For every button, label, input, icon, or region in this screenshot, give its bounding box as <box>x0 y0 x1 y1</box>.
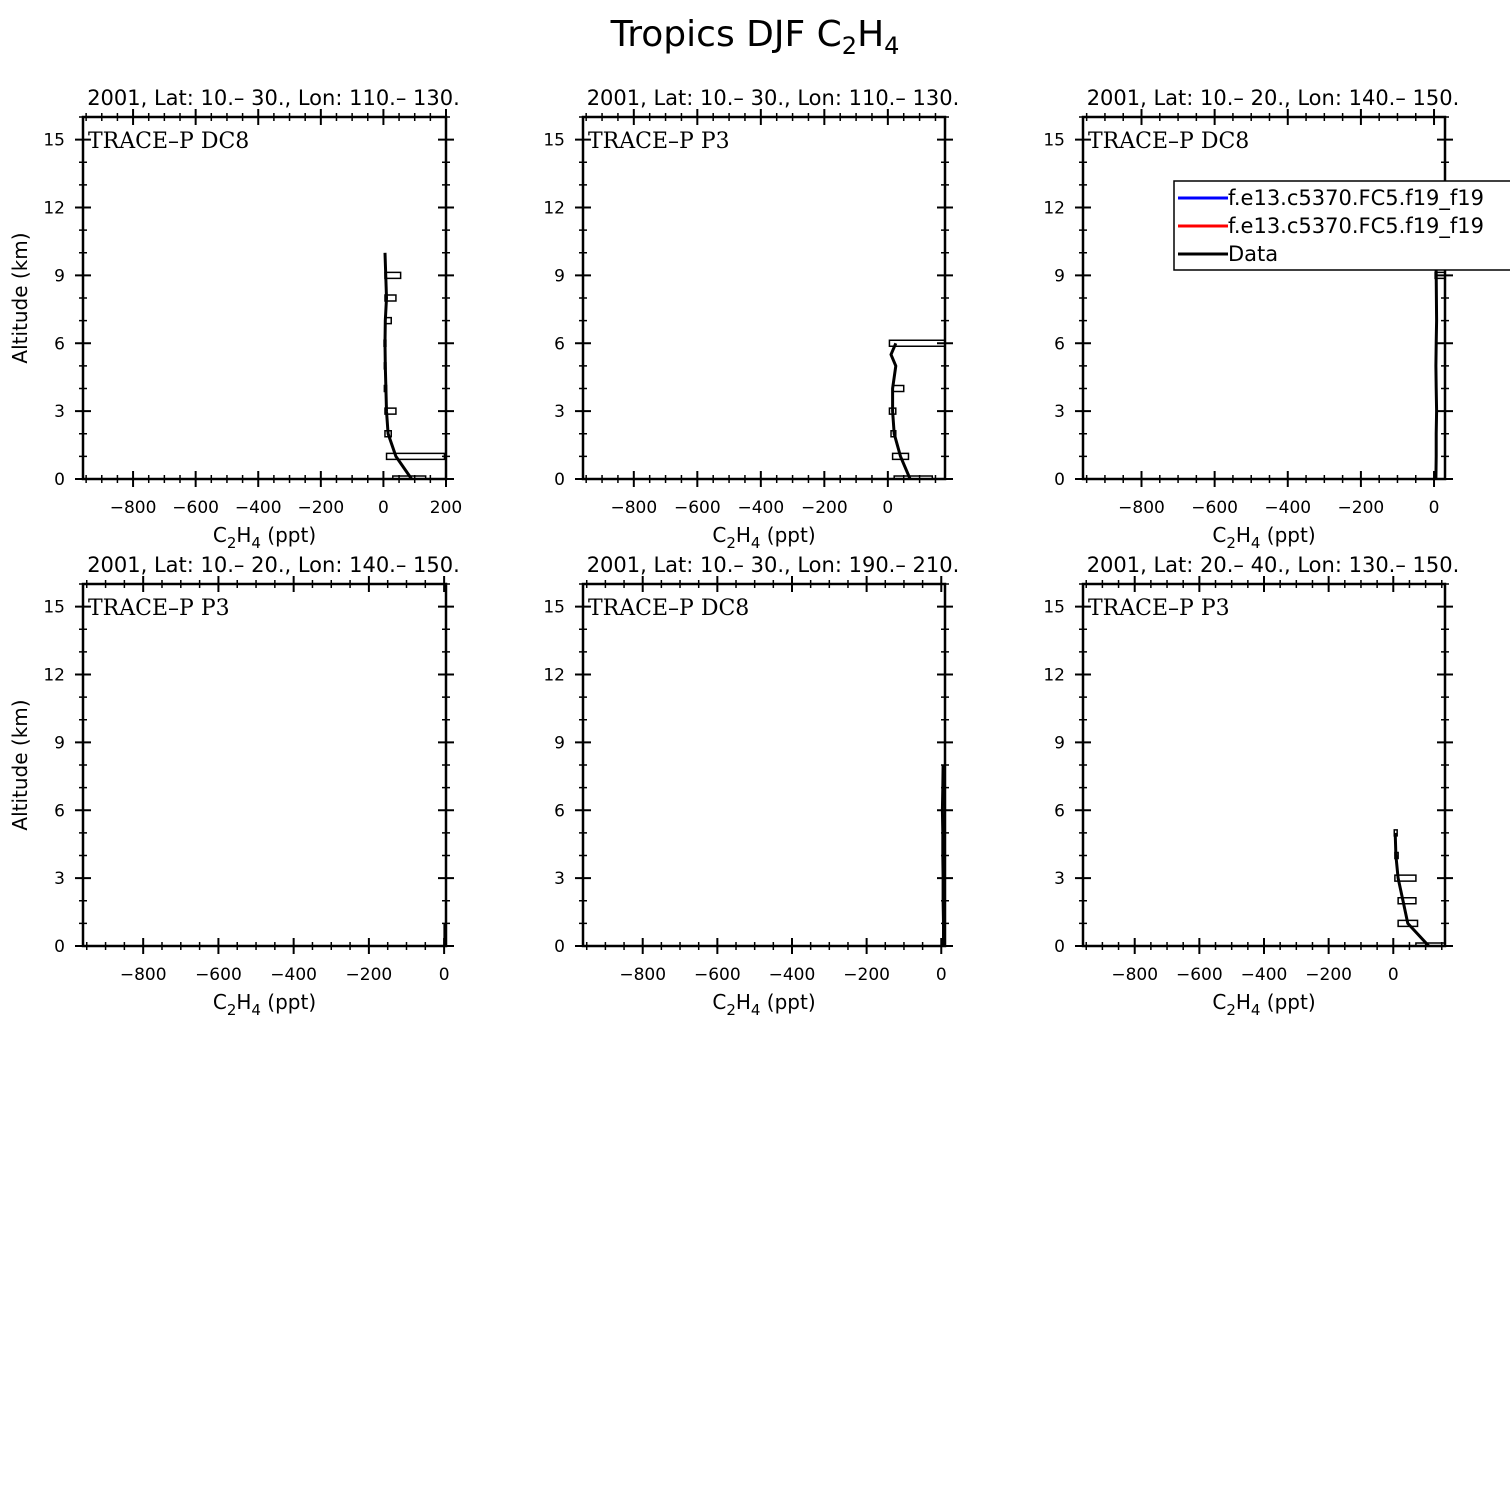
panel-2 <box>543 86 959 552</box>
panel-6 <box>1043 553 1459 1019</box>
y-tick-label: 12 <box>543 198 565 219</box>
x-tick-label: −800 <box>1118 498 1165 518</box>
x-axis-label <box>1212 990 1315 1019</box>
plot-frame <box>1083 117 1445 479</box>
y-tick-label: 3 <box>554 869 565 890</box>
x-tick-label: −200 <box>345 965 393 985</box>
errorbar-box <box>889 340 945 346</box>
y-axis-label: Altitude (km) <box>8 699 32 831</box>
x-tick-label: −400 <box>737 498 785 518</box>
data-series-line <box>385 253 412 479</box>
x-tick-label: −400 <box>270 965 318 985</box>
x-axis-label <box>712 523 815 552</box>
legend <box>1174 181 1510 270</box>
label-text: H <box>735 990 751 1014</box>
panel-title: 2001, Lat: 10.– 30., Lon: 110.– 130. <box>87 86 460 110</box>
x-tick-label: −600 <box>693 965 741 985</box>
plot-frame <box>1083 584 1445 946</box>
x-tick-label: −600 <box>1176 965 1223 985</box>
x-tick-label: −800 <box>610 498 658 518</box>
x-tick-label: −800 <box>619 965 667 985</box>
y-tick-label: 3 <box>554 402 565 423</box>
figure-title <box>610 14 900 60</box>
y-tick-label: 6 <box>1054 801 1065 822</box>
y-tick-label: 9 <box>54 733 65 754</box>
campaign-label: TRACE–P P3 <box>88 596 230 621</box>
label-text: (ppt) <box>260 523 317 547</box>
data-series-line <box>1436 253 1437 479</box>
y-tick-label: 9 <box>1054 733 1065 754</box>
label-subscript: 2 <box>226 1001 237 1019</box>
label-subscript: 2 <box>726 534 736 552</box>
x-tick-label: −200 <box>297 498 345 518</box>
label-subscript: 4 <box>750 1001 761 1019</box>
plot-frame <box>583 584 945 946</box>
panel-title: 2001, Lat: 10.– 20., Lon: 140.– 150. <box>87 553 460 577</box>
x-tick-label: −600 <box>195 965 242 985</box>
y-tick-label: 0 <box>54 937 65 957</box>
label-text: (ppt) <box>760 990 816 1014</box>
campaign-label: TRACE–P DC8 <box>88 129 250 154</box>
label-subscript: 4 <box>251 534 261 552</box>
x-tick-label: −400 <box>1264 498 1312 518</box>
y-tick-label: 6 <box>554 334 565 355</box>
panel-1 <box>8 86 462 552</box>
y-tick-label: 9 <box>1054 266 1065 287</box>
label-text: H <box>735 523 751 547</box>
data-series-line <box>942 765 943 946</box>
errorbar-group <box>889 340 945 482</box>
x-tick-label: −800 <box>1111 965 1159 985</box>
y-tick-label: 15 <box>543 130 565 151</box>
y-tick-label: 12 <box>543 665 565 686</box>
label-text: (ppt) <box>260 990 317 1014</box>
y-tick-label: 15 <box>43 597 65 618</box>
x-tick-label: −400 <box>1240 965 1288 985</box>
x-tick-label: −600 <box>1191 498 1238 518</box>
panel-4 <box>8 553 460 1019</box>
x-tick-label: −600 <box>673 498 721 518</box>
plot-frame <box>583 117 945 479</box>
label-text: (ppt) <box>760 523 816 547</box>
x-axis-label <box>213 990 316 1019</box>
x-tick-label: 200 <box>429 498 463 518</box>
label-text: H <box>236 990 252 1014</box>
label-text: C <box>212 990 227 1014</box>
y-tick-label: 12 <box>1043 198 1065 219</box>
panel-title: 2001, Lat: 10.– 30., Lon: 110.– 130. <box>586 86 960 110</box>
x-tick-label: −800 <box>119 965 167 985</box>
y-tick-label: 9 <box>54 266 65 287</box>
x-axis-label <box>1212 523 1315 552</box>
label-text: H <box>236 523 252 547</box>
label-text: C <box>212 523 227 547</box>
y-tick-label: 6 <box>54 801 65 822</box>
x-tick-label: −200 <box>843 965 890 985</box>
y-tick-label: 15 <box>1043 130 1065 151</box>
y-tick-label: 0 <box>554 470 565 490</box>
label-subscript: 4 <box>750 534 761 552</box>
panel-5 <box>543 553 959 1019</box>
panel-title: 2001, Lat: 10.– 20., Lon: 140.– 150. <box>1086 86 1460 110</box>
y-tick-label: 12 <box>43 665 65 686</box>
x-tick-label: −200 <box>1305 965 1352 985</box>
x-axis-label <box>712 990 815 1019</box>
figure-title-main: Tropics DJF C <box>610 14 842 55</box>
x-tick-label: −200 <box>800 498 848 518</box>
y-tick-label: 0 <box>54 470 65 490</box>
label-text: C <box>1212 990 1227 1014</box>
x-axis-label <box>213 523 316 552</box>
legend-label: f.e13.c5370.FC5.f19_f19 <box>1228 186 1485 210</box>
x-tick-label: −600 <box>172 498 220 518</box>
label-text: H <box>1235 990 1251 1014</box>
label-subscript: 4 <box>1250 1001 1261 1019</box>
x-tick-label: 0 <box>1387 965 1399 985</box>
y-tick-label: 3 <box>54 402 65 423</box>
campaign-label: TRACE–P P3 <box>588 129 730 154</box>
y-tick-label: 6 <box>1054 334 1065 355</box>
label-text: (ppt) <box>1260 990 1316 1014</box>
x-tick-label: 0 <box>1428 498 1440 518</box>
y-tick-label: 15 <box>1043 597 1065 618</box>
panel-title: 2001, Lat: 20.– 40., Lon: 130.– 150. <box>1086 553 1460 577</box>
y-tick-label: 9 <box>554 266 565 287</box>
label-subscript: 2 <box>1226 1001 1236 1019</box>
y-tick-label: 15 <box>543 597 565 618</box>
figure-title-sub2: 4 <box>884 32 900 60</box>
label-text: (ppt) <box>1260 523 1316 547</box>
y-tick-label: 0 <box>1054 470 1065 490</box>
y-tick-label: 3 <box>54 869 65 890</box>
figure-title-sub1: 2 <box>841 32 858 60</box>
label-subscript: 2 <box>1226 534 1236 552</box>
plot-frame <box>83 117 446 479</box>
x-tick-label: −200 <box>1337 498 1385 518</box>
errorbar-box <box>1398 898 1416 904</box>
figure-title-mid: H <box>857 14 885 55</box>
x-tick-label: −400 <box>768 965 816 985</box>
x-tick-label: 0 <box>377 498 389 518</box>
plot-frame <box>83 584 446 946</box>
label-subscript: 4 <box>1250 534 1261 552</box>
label-text: H <box>1235 523 1251 547</box>
label-text: C <box>712 990 727 1014</box>
errorbar-box <box>385 272 401 278</box>
panel-title: 2001, Lat: 10.– 30., Lon: 190.– 210. <box>586 553 960 577</box>
y-tick-label: 15 <box>43 130 65 151</box>
label-subscript: 4 <box>251 1001 261 1019</box>
y-tick-label: 6 <box>54 334 65 355</box>
x-tick-label: 0 <box>935 965 947 985</box>
x-tick-label: 0 <box>438 965 450 985</box>
legend-label: f.e13.c5370.FC5.f19_f19 <box>1228 214 1485 238</box>
label-subscript: 2 <box>726 1001 736 1019</box>
campaign-label: TRACE–P P3 <box>1088 596 1230 621</box>
x-tick-label: 0 <box>882 498 894 518</box>
y-tick-label: 3 <box>1054 402 1065 423</box>
label-text: C <box>712 523 727 547</box>
x-tick-label: −800 <box>109 498 157 518</box>
x-tick-label: −400 <box>234 498 282 518</box>
data-series-line <box>1395 833 1429 946</box>
y-axis-label: Altitude (km) <box>8 232 32 364</box>
y-tick-label: 0 <box>1054 937 1065 957</box>
campaign-label: TRACE–P DC8 <box>1088 129 1250 154</box>
panel-3 <box>1043 86 1459 552</box>
y-tick-label: 9 <box>554 733 565 754</box>
label-subscript: 2 <box>226 534 237 552</box>
label-text: C <box>1212 523 1227 547</box>
y-tick-label: 12 <box>1043 665 1065 686</box>
y-tick-label: 0 <box>554 937 565 957</box>
y-tick-label: 12 <box>43 198 65 219</box>
campaign-label: TRACE–P DC8 <box>588 596 750 621</box>
y-tick-label: 3 <box>1054 869 1065 890</box>
y-tick-label: 6 <box>554 801 565 822</box>
legend-label: Data <box>1228 242 1279 266</box>
